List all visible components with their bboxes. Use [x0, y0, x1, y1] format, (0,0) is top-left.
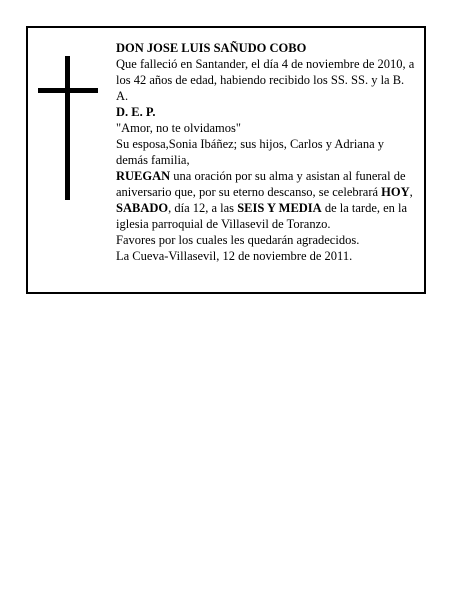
sabado-word: SABADO — [116, 201, 169, 215]
place-date-line: La Cueva-Villasevil, 12 de noviembre de 2011. — [116, 249, 353, 263]
funeral-request — [116, 168, 416, 232]
death-info: Que falleció en Santander, el día 4 de noviembre de 2010, a los 42 años de edad, habiendo recibido los SS. SS. y la B. A. — [116, 57, 415, 103]
ruegan-word: RUEGAN — [116, 169, 171, 183]
notice-text — [116, 40, 416, 264]
cross-vertical-bar — [65, 56, 70, 200]
request-comma: , — [409, 185, 413, 199]
request-text-1: una oración por su alma y asistan al funeral de aniversario que, por su eterno descanso, se celebrará — [116, 169, 406, 199]
family-line: Su esposa,Sonia Ibáñez; sus hijos, Carlos y Adriana y demás familia, — [116, 137, 385, 167]
request-text-3: de la tarde, en la iglesia parroquial de Villasevil de Toranzo. — [116, 201, 408, 231]
obituary-notice — [26, 26, 426, 294]
thanks-line: Favores por los cuales les quedarán agradecidos. — [116, 233, 360, 247]
deceased-name: DON JOSE LUIS SAÑUDO COBO — [116, 41, 307, 55]
cross-horizontal-bar — [38, 88, 98, 93]
hora-words: SEIS Y MEDIA — [237, 201, 322, 215]
quote-line: "Amor, no te olvidamos" — [116, 121, 241, 135]
cross-icon — [38, 56, 98, 200]
hoy-word: HOY — [381, 185, 410, 199]
dep-line: D. E. P. — [116, 105, 156, 119]
request-text-2: , día 12, a las — [168, 201, 238, 215]
